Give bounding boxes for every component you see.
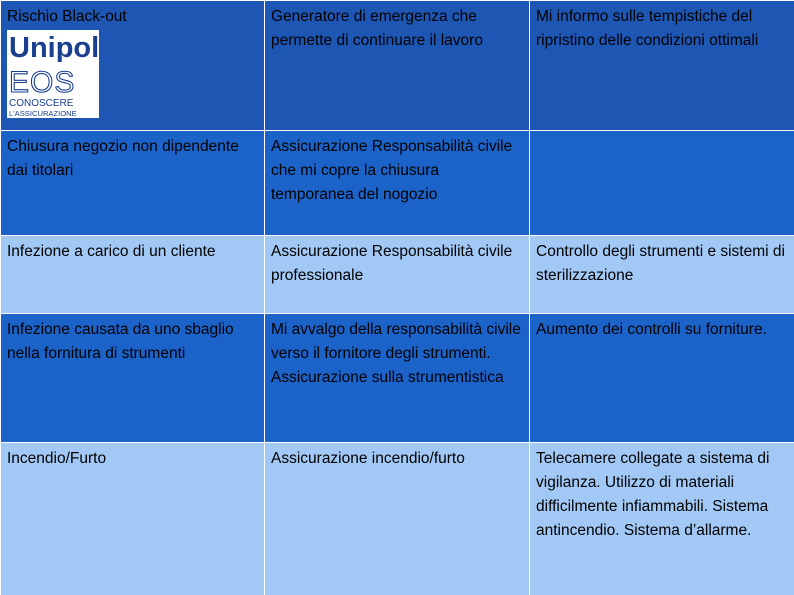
unipol-logo: [7, 30, 99, 62]
prevention-cell: Telecamere collegate a sistema di vigilanza. Utilizzo di materiali difficilmente infiammabili. Sistema antincendio. Sistema d’allarme.: [530, 443, 794, 595]
prevention-cell: Aumento dei controlli su forniture.: [530, 314, 794, 443]
logo-stack: [7, 30, 99, 118]
prevention-cell: [530, 131, 794, 236]
prevention-cell: Mi informo sulle tempistiche del ripristino delle condizioni ottimali: [530, 1, 794, 131]
table-row: [1, 131, 794, 236]
risk-cell: [1, 1, 265, 131]
eos-logo-text: EOS: [9, 66, 76, 99]
risk-cell: Infezione causata da uno sbaglio nella fornitura di strumenti: [1, 314, 265, 443]
table-row: [1, 314, 794, 443]
risk-text: Rischio Black-out: [7, 8, 127, 25]
eos-logo: [7, 62, 99, 118]
eos-tagline-1: CONOSCERE: [9, 98, 74, 109]
mitigation-cell: Assicurazione incendio/furto: [265, 443, 530, 595]
eos-tagline-2: L'ASSICURAZIONE: [9, 109, 77, 118]
prevention-cell: Controllo degli strumenti e sistemi di sterilizzazione: [530, 236, 794, 314]
mitigation-cell: Assicurazione Responsabilità civile che mi copre la chiusura temporanea del nogozio: [265, 131, 530, 236]
risk-cell: Incendio/Furto: [1, 443, 265, 595]
unipol-logo-text: Unipol: [9, 32, 99, 62]
mitigation-cell: Mi avvalgo della responsabilità civile verso il fornitore degli strumenti. Assicurazione sulla strumentistica: [265, 314, 530, 443]
risk-cell: Chiusura negozio non dipendente dai titolari: [1, 131, 265, 236]
table-row: [1, 1, 794, 131]
table-row: [1, 236, 794, 314]
mitigation-cell: Generatore di emergenza che permette di continuare il lavoro: [265, 1, 530, 131]
risk-cell: Infezione a carico di un cliente: [1, 236, 265, 314]
mitigation-cell: Assicurazione Responsabilità civile professionale: [265, 236, 530, 314]
table-row: [1, 443, 794, 595]
